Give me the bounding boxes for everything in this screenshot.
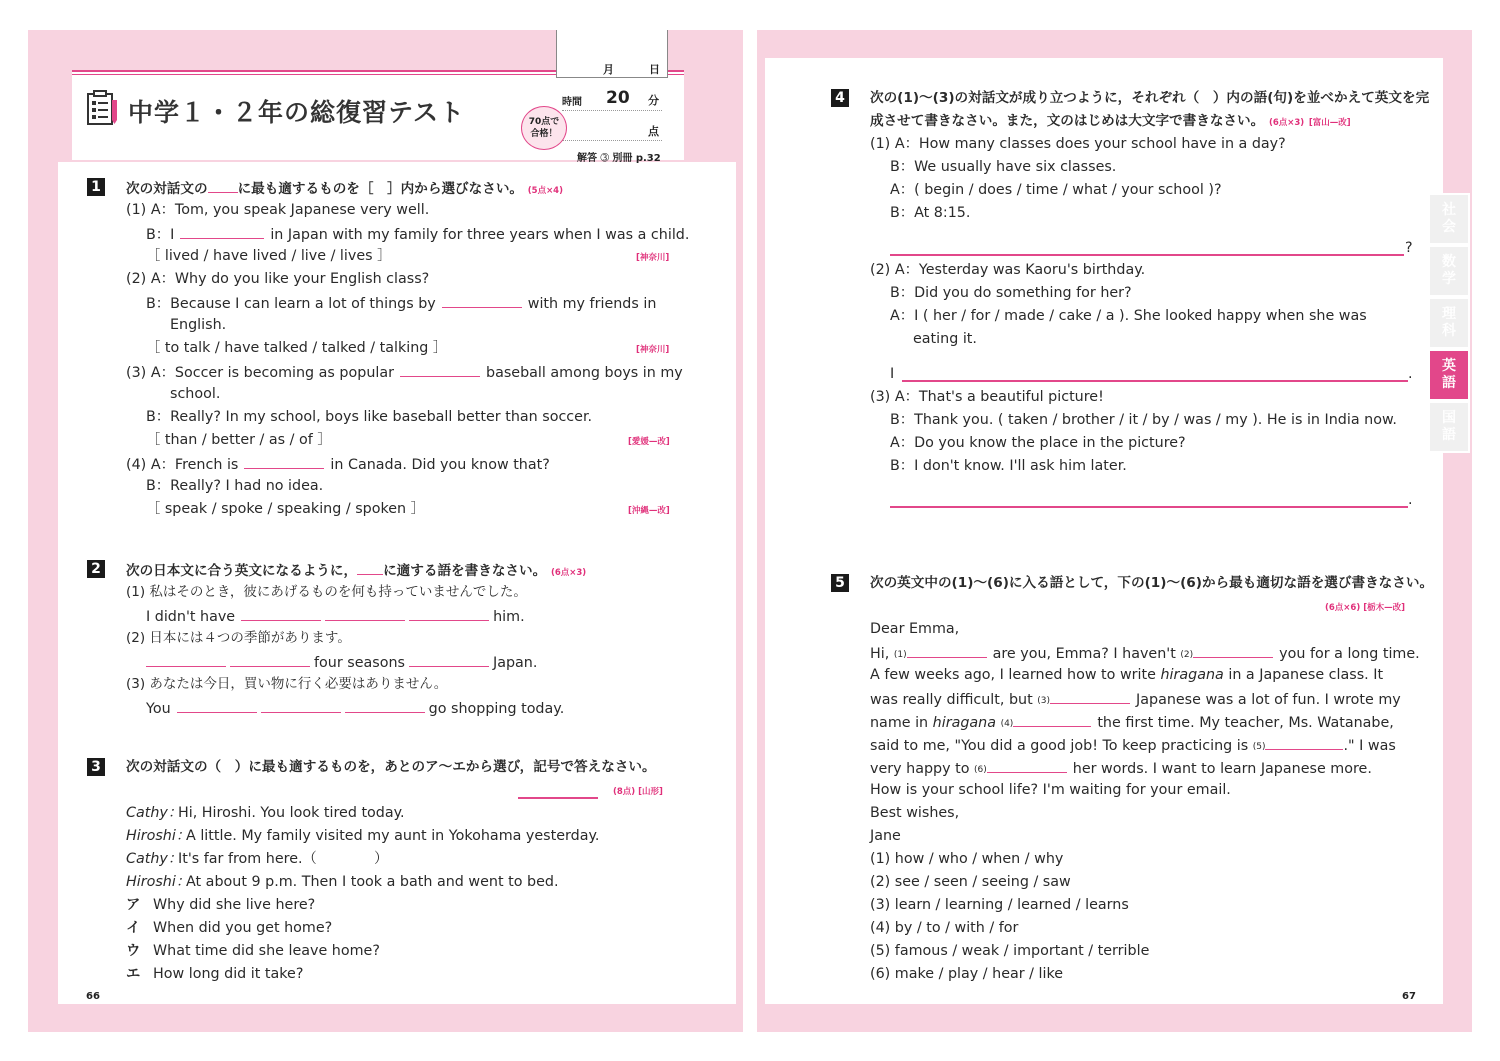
sentence-text: four seasons (314, 655, 405, 671)
option-mark: ウ (126, 943, 141, 959)
letter-line-1: Dear Emma, (870, 621, 960, 637)
q4-1-line2: B：We usually have six classes. (890, 159, 1117, 175)
letter-text: are you, Emma? I haven't (992, 646, 1176, 662)
tab-label: 語 (1442, 427, 1456, 443)
tab-label: 理 (1442, 306, 1456, 322)
points: (6点×6) (1325, 603, 1361, 613)
score-unit: 点 (648, 125, 659, 138)
q4-2-line3: A：I ( her / for / made / cake / a ). She looked happy when she was (890, 308, 1367, 324)
letter-text: A few weeks ago, I learned how to write (870, 667, 1156, 683)
q3-option-d (126, 964, 303, 984)
dialog-text: A：Tom, you speak Japanese very well. (150, 202, 430, 218)
q5-choice-3: (3) learn / learning / learned / learns (870, 897, 1129, 913)
source: [栃木—改] (1363, 603, 1405, 613)
blank-number: (5) (1252, 742, 1266, 752)
q4-2-end-mark: . (1408, 366, 1413, 382)
letter-text: the first time. My teacher, Ms. Watanabe, (1097, 715, 1394, 731)
q4-1-end-mark: ? (1405, 240, 1413, 256)
dialog-text: It's far from here.（ ） (178, 851, 389, 867)
sentence-text: him. (493, 609, 525, 625)
option-text: When did you get home? (153, 920, 333, 936)
item-number: (4) (126, 457, 147, 473)
letter-text: her words. I want to learn Japanese more. (1072, 761, 1372, 777)
q3-answer-blank[interactable] (518, 797, 598, 799)
day-label: 日 (649, 63, 660, 76)
sentence-text: go shopping today. (428, 701, 565, 717)
letter-italic: hiragana (1160, 667, 1224, 683)
q2-2-en (146, 651, 537, 673)
sentence-text: I didn't have (146, 609, 236, 625)
q1-4-line1 (126, 453, 550, 475)
answer-blank[interactable] (244, 453, 324, 469)
q1-2-line3: English. (170, 317, 227, 333)
tab-label: 科 (1442, 323, 1456, 339)
dialog-text: with my friends in (527, 296, 657, 312)
time-label: 時間 (562, 97, 582, 108)
letter-line-8: How is your school life? I'm waiting for your email. (870, 782, 1231, 798)
tab-label: 国 (1442, 410, 1456, 426)
q1-3-source: [愛媛—改] (628, 437, 670, 447)
letter-text: Japanese was a lot of fun. I wrote my (1136, 692, 1401, 708)
pass-badge-line2: 合格！ (530, 129, 558, 139)
q1-3-line1 (126, 361, 683, 383)
q4-3-answer-line[interactable] (890, 506, 1408, 508)
tab-label: 数 (1442, 254, 1456, 270)
page-title: 中学１・２年の総復習テスト (128, 98, 466, 127)
q3-option-a (126, 895, 315, 915)
q1-1-line1 (126, 200, 429, 220)
dialog-text: B：Because I can learn a lot of things by (146, 296, 436, 312)
tab-math[interactable] (1428, 245, 1470, 297)
letter-line-6 (870, 734, 1396, 757)
q5-choice-1: (1) how / who / when / why (870, 851, 1064, 867)
answer-blank[interactable] (409, 605, 489, 621)
option-text: Why did she live here? (153, 897, 316, 913)
answer-blank[interactable] (177, 697, 257, 713)
letter-text: was really difficult, but (870, 692, 1033, 708)
q4-1-line1 (870, 134, 1286, 154)
answer-blank[interactable] (907, 642, 987, 658)
q4-2-line1 (870, 260, 1145, 280)
q1-1-choices: ［ lived / have lived / live / lives ］ (146, 248, 392, 264)
q1-points: (5点×4) (527, 186, 563, 196)
answer-blank[interactable] (230, 651, 310, 667)
q1-4-line2: B：Really? I had no idea. (146, 478, 324, 494)
answer-blank[interactable] (442, 292, 522, 308)
dialog-text: A：Why do you like your English class? (150, 271, 430, 287)
option-mark: エ (126, 966, 141, 982)
answer-blank[interactable] (987, 757, 1067, 773)
speaker: Cathy： (126, 805, 183, 821)
option-mark: ア (126, 897, 141, 913)
q1-1-source: [神奈川] (636, 253, 670, 263)
score-divider (562, 140, 662, 141)
q3-dialog-3 (126, 849, 388, 869)
q1-title-b: に最も適するものを［ ］内から選びなさい。 (237, 181, 524, 197)
time-divider (562, 110, 662, 111)
q1-3-choices: ［ than / better / as / of ］ (146, 432, 332, 448)
q4-2-start-word: I (890, 366, 895, 382)
page-number-right: 67 (1402, 991, 1416, 1002)
time-value: 20 (606, 88, 630, 108)
item-number: (2) (126, 271, 147, 287)
item-number: (1) (126, 584, 146, 600)
q2-1-en (146, 605, 525, 627)
answer-blank[interactable] (180, 223, 264, 239)
letter-line-10: Jane (870, 828, 901, 844)
q1-2-source: [神奈川] (636, 345, 670, 355)
dialog-text: A：How many classes does your school have in a day? (894, 136, 1286, 152)
q4-3-line1 (870, 387, 1104, 407)
letter-line-5 (870, 711, 1394, 734)
pass-badge-line1: 70点で (528, 117, 560, 127)
japanese-sentence: あなたは今日，買い物に行く必要はありません。 (149, 676, 448, 692)
q2-title (126, 559, 586, 583)
sentence-text: You (146, 701, 171, 717)
japanese-sentence: 日本には４つの季節があります。 (149, 630, 351, 646)
letter-line-2 (870, 642, 1420, 665)
dialog-text: A：That's a beautiful picture! (894, 389, 1104, 405)
q2-2-jp (126, 628, 351, 648)
item-number: (2) (870, 262, 891, 278)
blank-number: (6) (974, 765, 987, 775)
answer-blank[interactable] (409, 651, 489, 667)
answer-blank[interactable] (325, 605, 405, 621)
item-number: (3) (870, 389, 891, 405)
item-number: (3) (126, 365, 147, 381)
q1-title-blank (208, 177, 238, 193)
q2-1-jp (126, 582, 527, 602)
tab-label: 学 (1442, 271, 1456, 287)
q4-3-line4: B：I don't know. I'll ask him later. (890, 458, 1127, 474)
q4-title-line1: 次の(1)～(3)の対話文が成り立つように，それぞれ（ ）内の語(句)を並べかえて英文を完 (870, 90, 1430, 106)
q2-3-jp (126, 674, 447, 694)
q1-4-choices: ［ speak / spoke / speaking / spoken ］ (146, 501, 425, 517)
letter-text: in a Japanese class. It (1228, 667, 1384, 683)
letter-italic: hiragana (932, 715, 997, 731)
q4-3-line3: A：Do you know the place in the picture? (890, 435, 1186, 451)
question-number-4: 4 (831, 89, 849, 107)
q5-choice-4: (4) by / to / with / for (870, 920, 1019, 936)
answer-blank[interactable] (241, 605, 321, 621)
title-text: 成させて書きなさい。また，文のはじめは大文字で書きなさい。 (870, 113, 1265, 129)
q5-choice-5: (5) famous / weak / important / terrible (870, 943, 1150, 959)
letter-line-3 (870, 665, 1383, 685)
q4-2-line2: B：Did you do something for her? (890, 285, 1132, 301)
pass-badge (521, 106, 567, 150)
answer-blank[interactable] (1050, 688, 1130, 704)
page-number-left: 66 (86, 991, 100, 1002)
q4-1-line4: B：At 8:15. (890, 205, 971, 221)
dialog-text: Hi, Hiroshi. You look tired today. (178, 805, 405, 821)
q1-1-line2 (146, 223, 689, 245)
dialog-text: baseball among boys in my (486, 365, 683, 381)
tab-label: 会 (1442, 219, 1456, 235)
q3-option-c (126, 941, 380, 961)
dialog-text: A：Soccer is becoming as popular (150, 365, 394, 381)
q4-3-line2: B：Thank you. ( taken / brother / it / by / was / my ). He is in India now. (890, 412, 1397, 428)
q3-dialog-1 (126, 803, 405, 823)
q1-2-line2 (146, 292, 656, 314)
dialog-text: in Canada. Did you know that? (330, 457, 550, 473)
item-number: (1) (126, 202, 147, 218)
points: (8点) (613, 787, 636, 797)
q4-source: [富山—改] (1308, 118, 1351, 128)
speaker: Cathy： (126, 851, 183, 867)
q1-3-line3: B：Really? In my school, boys like baseball better than soccer. (146, 409, 593, 425)
tab-english[interactable] (1428, 349, 1470, 401)
blank-number: (4) (1000, 719, 1014, 729)
q3-dialog-2 (126, 826, 599, 846)
q2-title-a: 次の日本文に合う英文になるように， (126, 563, 358, 579)
question-number-3: 3 (87, 758, 105, 776)
q1-2-line1 (126, 269, 429, 289)
q1-title-a: 次の対話文の (126, 181, 208, 197)
blank-number: (1) (893, 650, 907, 660)
q4-1-answer-line[interactable] (890, 254, 1404, 256)
q3-dialog-4 (126, 872, 559, 892)
tab-label: 語 (1442, 375, 1456, 391)
q2-3-en (146, 697, 564, 719)
month-label: 月 (603, 63, 614, 76)
speaker: Hiroshi： (126, 874, 191, 890)
letter-line-4 (870, 688, 1401, 711)
letter-text: said to me, "You did a good job! To keep practicing is (870, 738, 1249, 754)
question-number-2: 2 (87, 560, 105, 578)
q3-title: 次の対話文の（ ）に最も適するものを，あとのア～エから選び，記号で答えなさい。 (126, 759, 656, 775)
q4-2-answer-line[interactable] (902, 380, 1408, 382)
japanese-sentence: 私はそのとき，彼にあげるものを何も持っていませんでした。 (149, 584, 527, 600)
option-text: How long did it take? (153, 966, 304, 982)
q1-title (126, 177, 563, 201)
question-number-5: 5 (831, 574, 849, 592)
tab-label: 英 (1442, 358, 1456, 374)
q4-title-line2 (870, 111, 1351, 133)
q5-points (1325, 601, 1405, 613)
letter-text: Hi, (870, 646, 890, 662)
option-mark: イ (126, 920, 141, 936)
tab-science[interactable] (1428, 297, 1470, 349)
dialog-text: in Japan with my family for three years when I was a child. (270, 227, 690, 243)
letter-line-9: Best wishes, (870, 805, 960, 821)
item-number: (3) (126, 676, 146, 692)
answer-blank[interactable] (146, 651, 226, 667)
q2-title-b: に適する語を書きなさい。 (383, 563, 547, 579)
q1-2-choices: ［ to talk / have talked / talked / talking ］ (146, 340, 448, 356)
answer-blank[interactable] (1193, 642, 1273, 658)
letter-text: very happy to (870, 761, 970, 777)
letter-text: name in (870, 715, 929, 731)
q2-title-blank (357, 559, 383, 575)
answer-blank[interactable] (1013, 711, 1091, 727)
q3-points (613, 785, 663, 797)
q5-title: 次の英文中の(1)～(6)に入る語として，下の(1)～(6)から最も適切な語を選び書きなさい。 (870, 575, 1434, 591)
tab-label: 社 (1442, 202, 1456, 218)
item-number: (1) (870, 136, 891, 152)
tab-japanese[interactable] (1428, 401, 1470, 453)
letter-text: you for a long time. (1279, 646, 1420, 662)
question-number-1: 1 (87, 178, 105, 196)
q4-3-end-mark: . (1408, 492, 1413, 508)
answer-blank[interactable] (345, 697, 425, 713)
q1-3-line2: school. (170, 386, 221, 402)
q3-option-b (126, 918, 332, 938)
time-unit: 分 (648, 94, 659, 107)
speaker: Hiroshi： (126, 828, 191, 844)
q4-1-line3: A：( begin / does / time / what / your school )? (890, 182, 1222, 198)
blank-number: (3) (1037, 696, 1051, 706)
q5-choice-2: (2) see / seen / seeing / saw (870, 874, 1071, 890)
q4-2-line4: eating it. (913, 331, 977, 347)
tab-social-studies[interactable] (1428, 193, 1470, 245)
dialog-text: A little. My family visited my aunt in Yokohama yesterday. (186, 828, 600, 844)
q1-4-source: [沖縄—改] (628, 506, 670, 516)
dialog-text: A：Yesterday was Kaoru's birthday. (894, 262, 1146, 278)
answer-reference: 解答 ➂ 別冊 p.32 (577, 153, 661, 164)
q5-choice-6: (6) make / play / hear / like (870, 966, 1064, 982)
blank-number: (2) (1180, 650, 1194, 660)
sentence-text: Japan. (492, 655, 538, 671)
checklist-icon (86, 90, 120, 126)
letter-text: ." I was (1343, 738, 1396, 754)
answer-blank[interactable] (1265, 734, 1343, 750)
dialog-text: A：French is (150, 457, 239, 473)
answer-blank[interactable] (261, 697, 341, 713)
source: [山形] (638, 787, 663, 797)
letter-line-7 (870, 757, 1372, 780)
item-number: (2) (126, 630, 146, 646)
option-text: What time did she leave home? (153, 943, 380, 959)
answer-blank[interactable] (400, 361, 480, 377)
q4-points: (6点×3) (1268, 118, 1305, 128)
dialog-text: B：I (146, 227, 175, 243)
q2-points: (6点×3) (550, 568, 587, 578)
dialog-text: At about 9 p.m. Then I took a bath and went to bed. (186, 874, 559, 890)
